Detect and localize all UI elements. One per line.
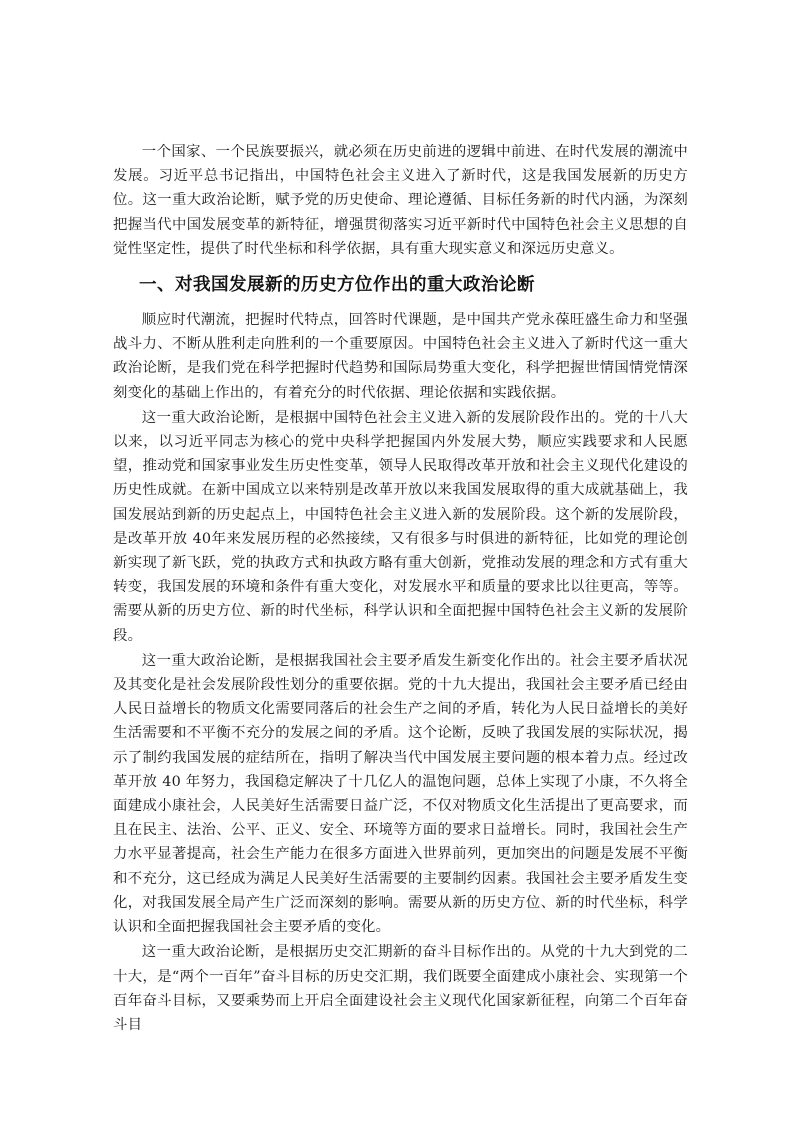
body-paragraph-2: 这一重大政治论断，是根据中国特色社会主义进入新的发展阶段作出的。党的十八大以来，以习近平同志为核心的党中央科学把握国内外发展大势，顺应实践要求和人民愿望，推动党和国家事业发生历史性变革，领导人民取得改革开放和社会主义现代化建设的历史性成就。在新中国成立以来特别是改革开放以来我国发展取得的重大成就基础上，我国发展站到新的历史起点上，中国特色社会主义进入新的发展阶段。这个新的发展阶段，是改革开放 40年来发展历程的必然接续，又有很多与时俱进的新特征，比如党的理论创新实现了新飞跃，党的执政方式和执政方略有重大创新，党推动发展的理念和方式有重大转变，我国发展的环境和条件有重大变化，对发展水平和质量的要求比以往更高，等等。需要从新的历史方位、新的时代坐标，科学认识和全面把握中国特色社会主义新的发展阶段。 <box>113 409 688 644</box>
section-heading: 一、对我国发展新的历史方位作出的重大政治论断 <box>139 275 535 296</box>
intro-paragraph: 一个国家、一个民族要振兴，就必须在历史前进的逻辑中前进、在时代发展的潮流中发展。习近平总书记指出，中国特色社会主义进入了新时代，这是我国发展新的历史方位。这一重大政治论断，赋予党的历史使命、理论遵循、目标任务新的时代内涵，为深刻把握当代中国发展变革的新特征，增强贯彻落实习近平新时代中国特色社会主义思想的自觉性坚定性，提供了时代坐标和科学依据，具有重大现实意义和深远历史意义。 <box>113 144 688 257</box>
body-paragraph-3: 这一重大政治论断，是根据我国社会主要矛盾发生新变化作出的。社会主要矛盾状况及其变化是社会发展阶段性划分的重要依据。党的十九大提出，我国社会主要矛盾已经由人民日益增长的物质文化需要同落后的社会生产之间的矛盾，转化为人民日益增长的美好生活需要和不平衡不充分的发展之间的矛盾。这个论断，反映了我国发展的实际状况，揭示了制约我国发展的症结所在，指明了解决当代中国发展主要问题的根本着力点。经过改革开放 40 年努力，我国稳定解决了十几亿人的温饱问题，总体上实现了小康，不久将全面建成小康社会，人民美好生活需要日益广泛，不仅对物质文化生活提出了更高要求，而且在民主、法治、公平、正义、安全、环境等方面的要求日益增长。同时，我国社会生产力水平显著提高，社会生产能力在很多方面进入世界前列，更加突出的问题是发展不平衡和不充分，这已经成为满足人民美好生活需要的主要制约因素。我国社会主要矛盾发生变化，对我国发展全局产生广泛而深刻的影响。需要从新的历史方位、新的时代坐标，科学认识和全面把握我国社会主要矛盾的变化。 <box>113 652 688 936</box>
document-page <box>113 140 688 1038</box>
body-paragraph-1: 顺应时代潮流，把握时代特点，回答时代课题，是中国共产党永葆旺盛生命力和坚强战斗力、不断从胜利走向胜利的一个重要原因。中国特色社会主义进入了新时代这一重大政治论断，是我们党在科学把握时代趋势和国际局势重大变化，科学把握世情国情党情深刻变化的基础上作出的，有着充分的时代依据、理论依据和实践依据。 <box>113 312 688 401</box>
body-paragraph-4: 这一重大政治论断，是根据历史交汇期新的奋斗目标作出的。从党的十九大到党的二十大，是“两个一百年”奋斗目标的历史交汇期，我们既要全面建成小康社会、实现第一个百年奋斗目标，又要乘势而上开启全面建设社会主义现代化国家新征程，向第二个百年奋斗目 <box>113 944 688 1033</box>
